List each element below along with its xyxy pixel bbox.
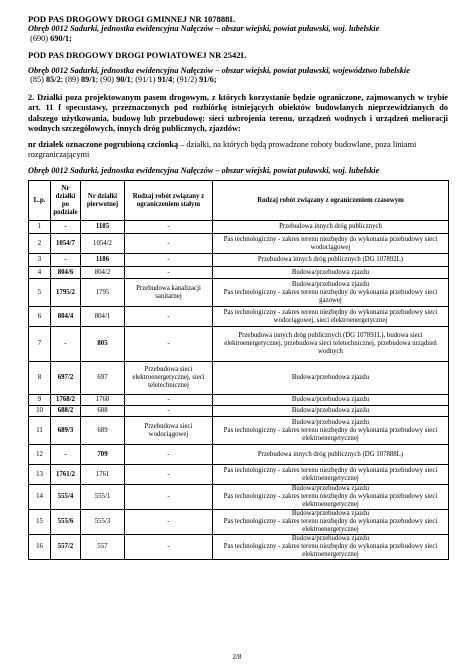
page-number: 2/8: [232, 653, 242, 661]
row-robot-stale: -: [125, 327, 213, 362]
row-nr-po-podziale: -: [51, 221, 81, 234]
row-nr-pierwotnej: 1795: [81, 279, 125, 307]
row-lp: 5: [29, 279, 51, 307]
row-nr-pierwotnej: 1186: [81, 254, 125, 267]
row-robot-stale: Przebudowa sieci elektroenergetycznej, sieci teletechnicznej: [125, 362, 213, 395]
row-robot-czasowe: Przebudowa innych dróg publicznych (DG 107892L): [213, 254, 449, 267]
row-robot-stale: -: [125, 307, 213, 327]
row-nr-pierwotnej: 804/2: [81, 267, 125, 279]
table-row: [29, 267, 449, 279]
row-lp: 7: [29, 327, 51, 362]
table-row: [29, 465, 449, 485]
row-nr-po-podziale: 804/6: [51, 267, 81, 279]
table-row: [29, 279, 449, 307]
row-lp: 1: [29, 221, 51, 234]
row-lp: 8: [29, 362, 51, 395]
table-area: Obręb 0012 Sadurki, jednostka ewidencyjna Nałęczów – obszar wiejski, powiat puławski, woj. lubelskie: [28, 166, 380, 176]
row-nr-pierwotnej: 1761: [81, 465, 125, 485]
table-row: [29, 327, 449, 362]
row-robot-stale: -: [125, 267, 213, 279]
row-robot-stale: -: [125, 406, 213, 417]
row-nr-pierwotnej: 688: [81, 406, 125, 417]
row-robot-czasowe: Budowa/przebudowa zjazdu Pas technologiczny - zakres terenu niezbędny do wykonania przebudowy sieci gazowej: [213, 279, 449, 307]
row-lp: 13: [29, 465, 51, 485]
row-nr-pierwotnej: 709: [81, 445, 125, 465]
section1-area: Obręb 0012 Sadurki, jednostka ewidencyjna Nałęczów – obszar wiejski, powiat puławski, woj. lubelskie: [28, 24, 380, 33]
row-robot-czasowe: Budowa/przebudowa zjazdu: [213, 362, 449, 395]
row-nr-po-podziale: -: [51, 254, 81, 267]
row-robot-czasowe: Przebudowa innych dróg publicznych (DG 107891L), budowa sieci elektroenergetycznej, przebudowa sieci teletechnicznej, przebudowa urządzeń wodnych: [213, 327, 449, 362]
row-robot-czasowe: Budowa/przebudowa zjazdu Pas technologiczny - zakres terenu niezbędny do wykonania przebudowy sieci elektroenergetycznej: [213, 417, 449, 445]
section1-parcels: (690) 690/1;: [30, 33, 72, 43]
row-robot-czasowe: Pas technologiczny - zakres terenu niezbędny do wykonania przebudowy sieci elektroenergetycznej: [213, 465, 449, 485]
row-nr-po-podziale: -: [51, 327, 81, 362]
document-page: [28, 14, 448, 560]
header-ograniczenie-stale: Rodzaj robót związany z ograniczeniem stałym: [125, 181, 213, 221]
row-robot-stale: -: [125, 510, 213, 535]
row-nr-po-podziale: -: [51, 445, 81, 465]
table-row: [29, 254, 449, 267]
header-nr-po-podziale: Nr działki po podziale: [51, 181, 81, 221]
row-robot-stale: -: [125, 485, 213, 510]
row-nr-pierwotnej: 697: [81, 362, 125, 395]
row-nr-pierwotnej: 555/1: [81, 485, 125, 510]
row-robot-czasowe: Budowa/przebudowa zjazdu: [213, 406, 449, 417]
intro-paragraph: 2. Działki poza projektowanym pasem drogowym, z których korzystanie będzie ograniczone, zajmowanych w trybie art. 11 f specustawy, przeznaczonych pod rozbiórkę istniejących obiektów budowlanych nieprzewidzianych do dalszego użytkowania, budowę lub przebudowę: sieci uzbrojenia terenu, urządzeń wodnych i urządzeń melioracji wodnych szczegółowych, innych dróg publicznych, zjazdów:: [28, 93, 448, 133]
row-lp: 10: [29, 406, 51, 417]
row-robot-stale: -: [125, 445, 213, 465]
row-nr-pierwotnej: 1185: [81, 221, 125, 234]
row-nr-po-podziale: 688/2: [51, 406, 81, 417]
row-nr-pierwotnej: 1768: [81, 395, 125, 406]
row-lp: 2: [29, 234, 51, 254]
row-nr-pierwotnej: 557: [81, 535, 125, 560]
row-lp: 15: [29, 510, 51, 535]
row-lp: 6: [29, 307, 51, 327]
row-robot-czasowe: Budowa/przebudowa zjazdu: [213, 395, 449, 406]
header-nr-pierwotnej: Nr działki pierwotnej: [81, 181, 125, 221]
row-robot-stale: -: [125, 395, 213, 406]
table-row: [29, 485, 449, 510]
row-robot-stale: -: [125, 234, 213, 254]
row-lp: 16: [29, 535, 51, 560]
row-robot-czasowe: Budowa/przebudowa zjazdu: [213, 267, 449, 279]
table-row: [29, 221, 449, 234]
section1-title: POD PAS DROGOWY DROGI GMINNEJ NR 107888L: [28, 14, 236, 24]
row-robot-stale: -: [125, 535, 213, 560]
row-nr-po-podziale: 555/4: [51, 485, 81, 510]
row-nr-pierwotnej: 805: [81, 327, 125, 362]
row-nr-po-podziale: 697/2: [51, 362, 81, 395]
row-robot-stale: -: [125, 465, 213, 485]
row-robot-czasowe: Budowa/przebudowa zjazdu Pas technologiczny - zakres terenu niezbędny do wykonania przebudowy sieci elektroenergetycznej: [213, 485, 449, 510]
table-row: [29, 395, 449, 406]
table-row: [29, 234, 449, 254]
row-nr-po-podziale: 555/6: [51, 510, 81, 535]
header-ograniczenie-czasowe: Rodzaj robót związany z ograniczeniem czasowym: [213, 181, 449, 221]
row-robot-czasowe: Pas technologiczny - zakres terenu niezbędny do wykonania przebudowy sieci wodociągowej: [213, 234, 449, 254]
row-robot-stale: -: [125, 221, 213, 234]
row-nr-pierwotnej: 689: [81, 417, 125, 445]
row-lp: 9: [29, 395, 51, 406]
section2-title: POD PAS DROGOWY DROGI POWIATOWEJ NR 2542L: [28, 49, 247, 60]
header-lp: L.p.: [29, 181, 51, 221]
bold-note: nr działek oznaczone pogrubioną czcionką – działki, na których będą prowadzone roboty budowlane, poza liniami rozgraniczającymi: [28, 140, 417, 160]
table-row: [29, 307, 449, 327]
row-nr-po-podziale: 557/2: [51, 535, 81, 560]
table-row: [29, 535, 449, 560]
parcels-table: [28, 180, 449, 560]
table-row: [29, 417, 449, 445]
row-nr-po-podziale: 804/4: [51, 307, 81, 327]
table-row: [29, 406, 449, 417]
table-row: [29, 362, 449, 395]
row-nr-pierwotnej: 804/1: [81, 307, 125, 327]
row-lp: 11: [29, 417, 51, 445]
row-nr-po-podziale: 1054/7: [51, 234, 81, 254]
row-nr-pierwotnej: 1054/2: [81, 234, 125, 254]
row-robot-stale: Przebudowa kanalizacji sanitarnej: [125, 279, 213, 307]
row-nr-po-podziale: 1768/2: [51, 395, 81, 406]
row-lp: 12: [29, 445, 51, 465]
row-nr-po-podziale: 1795/2: [51, 279, 81, 307]
row-robot-czasowe: Budowa/przebudowa zjazdu Pas technologiczny - zakres terenu niezbędny do wykonania przebudowy sieci elektroenergetycznej: [213, 535, 449, 560]
row-nr-po-podziale: 1761/2: [51, 465, 81, 485]
table-row: [29, 510, 449, 535]
row-lp: 14: [29, 485, 51, 510]
section2-parcels: (85) 85/2; (89) 89/1; (90) 90/1; (91/1) 91/4; (91/2) 91/6;: [30, 75, 217, 85]
row-robot-czasowe: Pas technologiczny - zakres terenu niezbędny do wykonania przebudowy sieci wodociągowej, sieci elektroenergetycznej: [213, 307, 449, 327]
section2-area: Obręb 0012 Sadurki, jednostka ewidencyjna Nałęczów – obszar wiejski, powiat puławski, województwo lubelskie: [28, 65, 410, 75]
row-nr-pierwotnej: 555/3: [81, 510, 125, 535]
row-robot-czasowe: Przebudowa innych dróg publicznych (DG 107888L): [213, 445, 449, 465]
row-robot-stale: Przebudowa sieci wodociągowej: [125, 417, 213, 445]
row-robot-stale: -: [125, 254, 213, 267]
table-row: [29, 445, 449, 465]
row-lp: 4: [29, 267, 51, 279]
row-robot-czasowe: Budowa/przebudowa zjazdu Pas technologiczny - zakres terenu niezbędny do wykonania przebudowy sieci elektroenergetycznej: [213, 510, 449, 535]
row-nr-po-podziale: 689/3: [51, 417, 81, 445]
row-lp: 3: [29, 254, 51, 267]
row-robot-czasowe: Przebudowa innych dróg publicznych: [213, 221, 449, 234]
